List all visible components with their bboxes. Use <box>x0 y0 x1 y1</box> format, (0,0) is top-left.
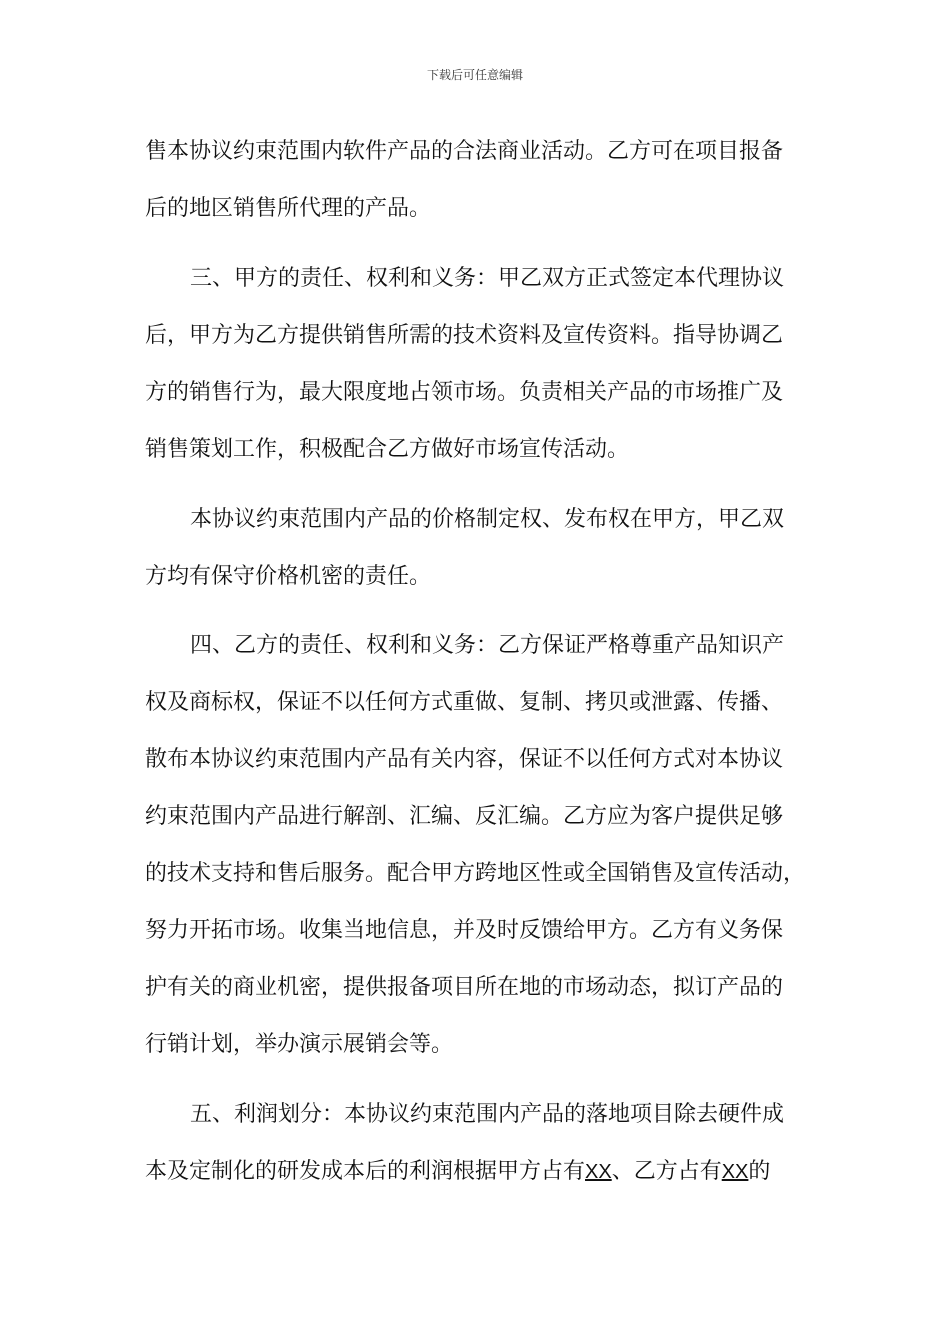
paragraph-line: 后的地区销售所代理的产品。 <box>145 196 432 221</box>
paragraph-line: 行销计划，举办演示展销会等。 <box>145 1032 454 1057</box>
paragraph-line: 三、甲方的责任、权利和义务：甲乙双方正式签定本代理协议 <box>190 266 785 291</box>
paragraph-line: 努力开拓市场。收集当地信息，并及时反馈给甲方。乙方有义务保 <box>145 918 784 943</box>
fill-blank-share-a: XX <box>585 1161 612 1183</box>
paragraph-line: 护有关的商业机密，提供报备项目所在地的市场动态，拟订产品的 <box>145 975 784 1000</box>
paragraph-line: 本协议约束范围内产品的价格制定权、发布权在甲方，甲乙双 <box>190 507 785 532</box>
paragraph-line: 后，甲方为乙方提供销售所需的技术资料及宣传资料。指导协调乙 <box>145 323 784 348</box>
paragraph-line: 销售策划工作，积极配合乙方做好市场宣传活动。 <box>145 437 630 462</box>
paragraph-line: 方均有保守价格机密的责任。 <box>145 564 432 589</box>
text-segment: 本及定制化的研发成本后的利润根据甲方占有 <box>145 1159 586 1184</box>
text-segment: 的 <box>748 1159 771 1184</box>
paragraph-line: 的技术支持和售后服务。配合甲方跨地区性或全国销售及宣传活动， <box>145 861 806 886</box>
fill-blank-share-b: XX <box>721 1161 749 1183</box>
text-segment: 、乙方占有 <box>611 1159 722 1184</box>
paragraph-line: 四、乙方的责任、权利和义务：乙方保证严格尊重产品知识产 <box>190 633 785 658</box>
paragraph-line: 散布本协议约束范围内产品有关内容，保证不以任何方式对本协议 <box>145 747 784 772</box>
paragraph-line: 五、利润划分：本协议约束范围内产品的落地项目除去硬件成 <box>190 1102 785 1127</box>
paragraph-line-with-blanks <box>145 1157 770 1187</box>
paragraph-line: 售本协议约束范围内软件产品的合法商业活动。乙方可在项目报备 <box>145 139 784 164</box>
paragraph-line: 权及商标权，保证不以任何方式重做、复制、拷贝或泄露、传播、 <box>145 690 784 715</box>
paragraph-line: 方的销售行为，最大限度地占领市场。负责相关产品的市场推广及 <box>145 380 784 405</box>
paragraph-line: 约束范围内产品进行解剖、汇编、反汇编。乙方应为客户提供足够 <box>145 804 784 829</box>
page-header-note: 下载后可任意编辑 <box>426 68 523 82</box>
